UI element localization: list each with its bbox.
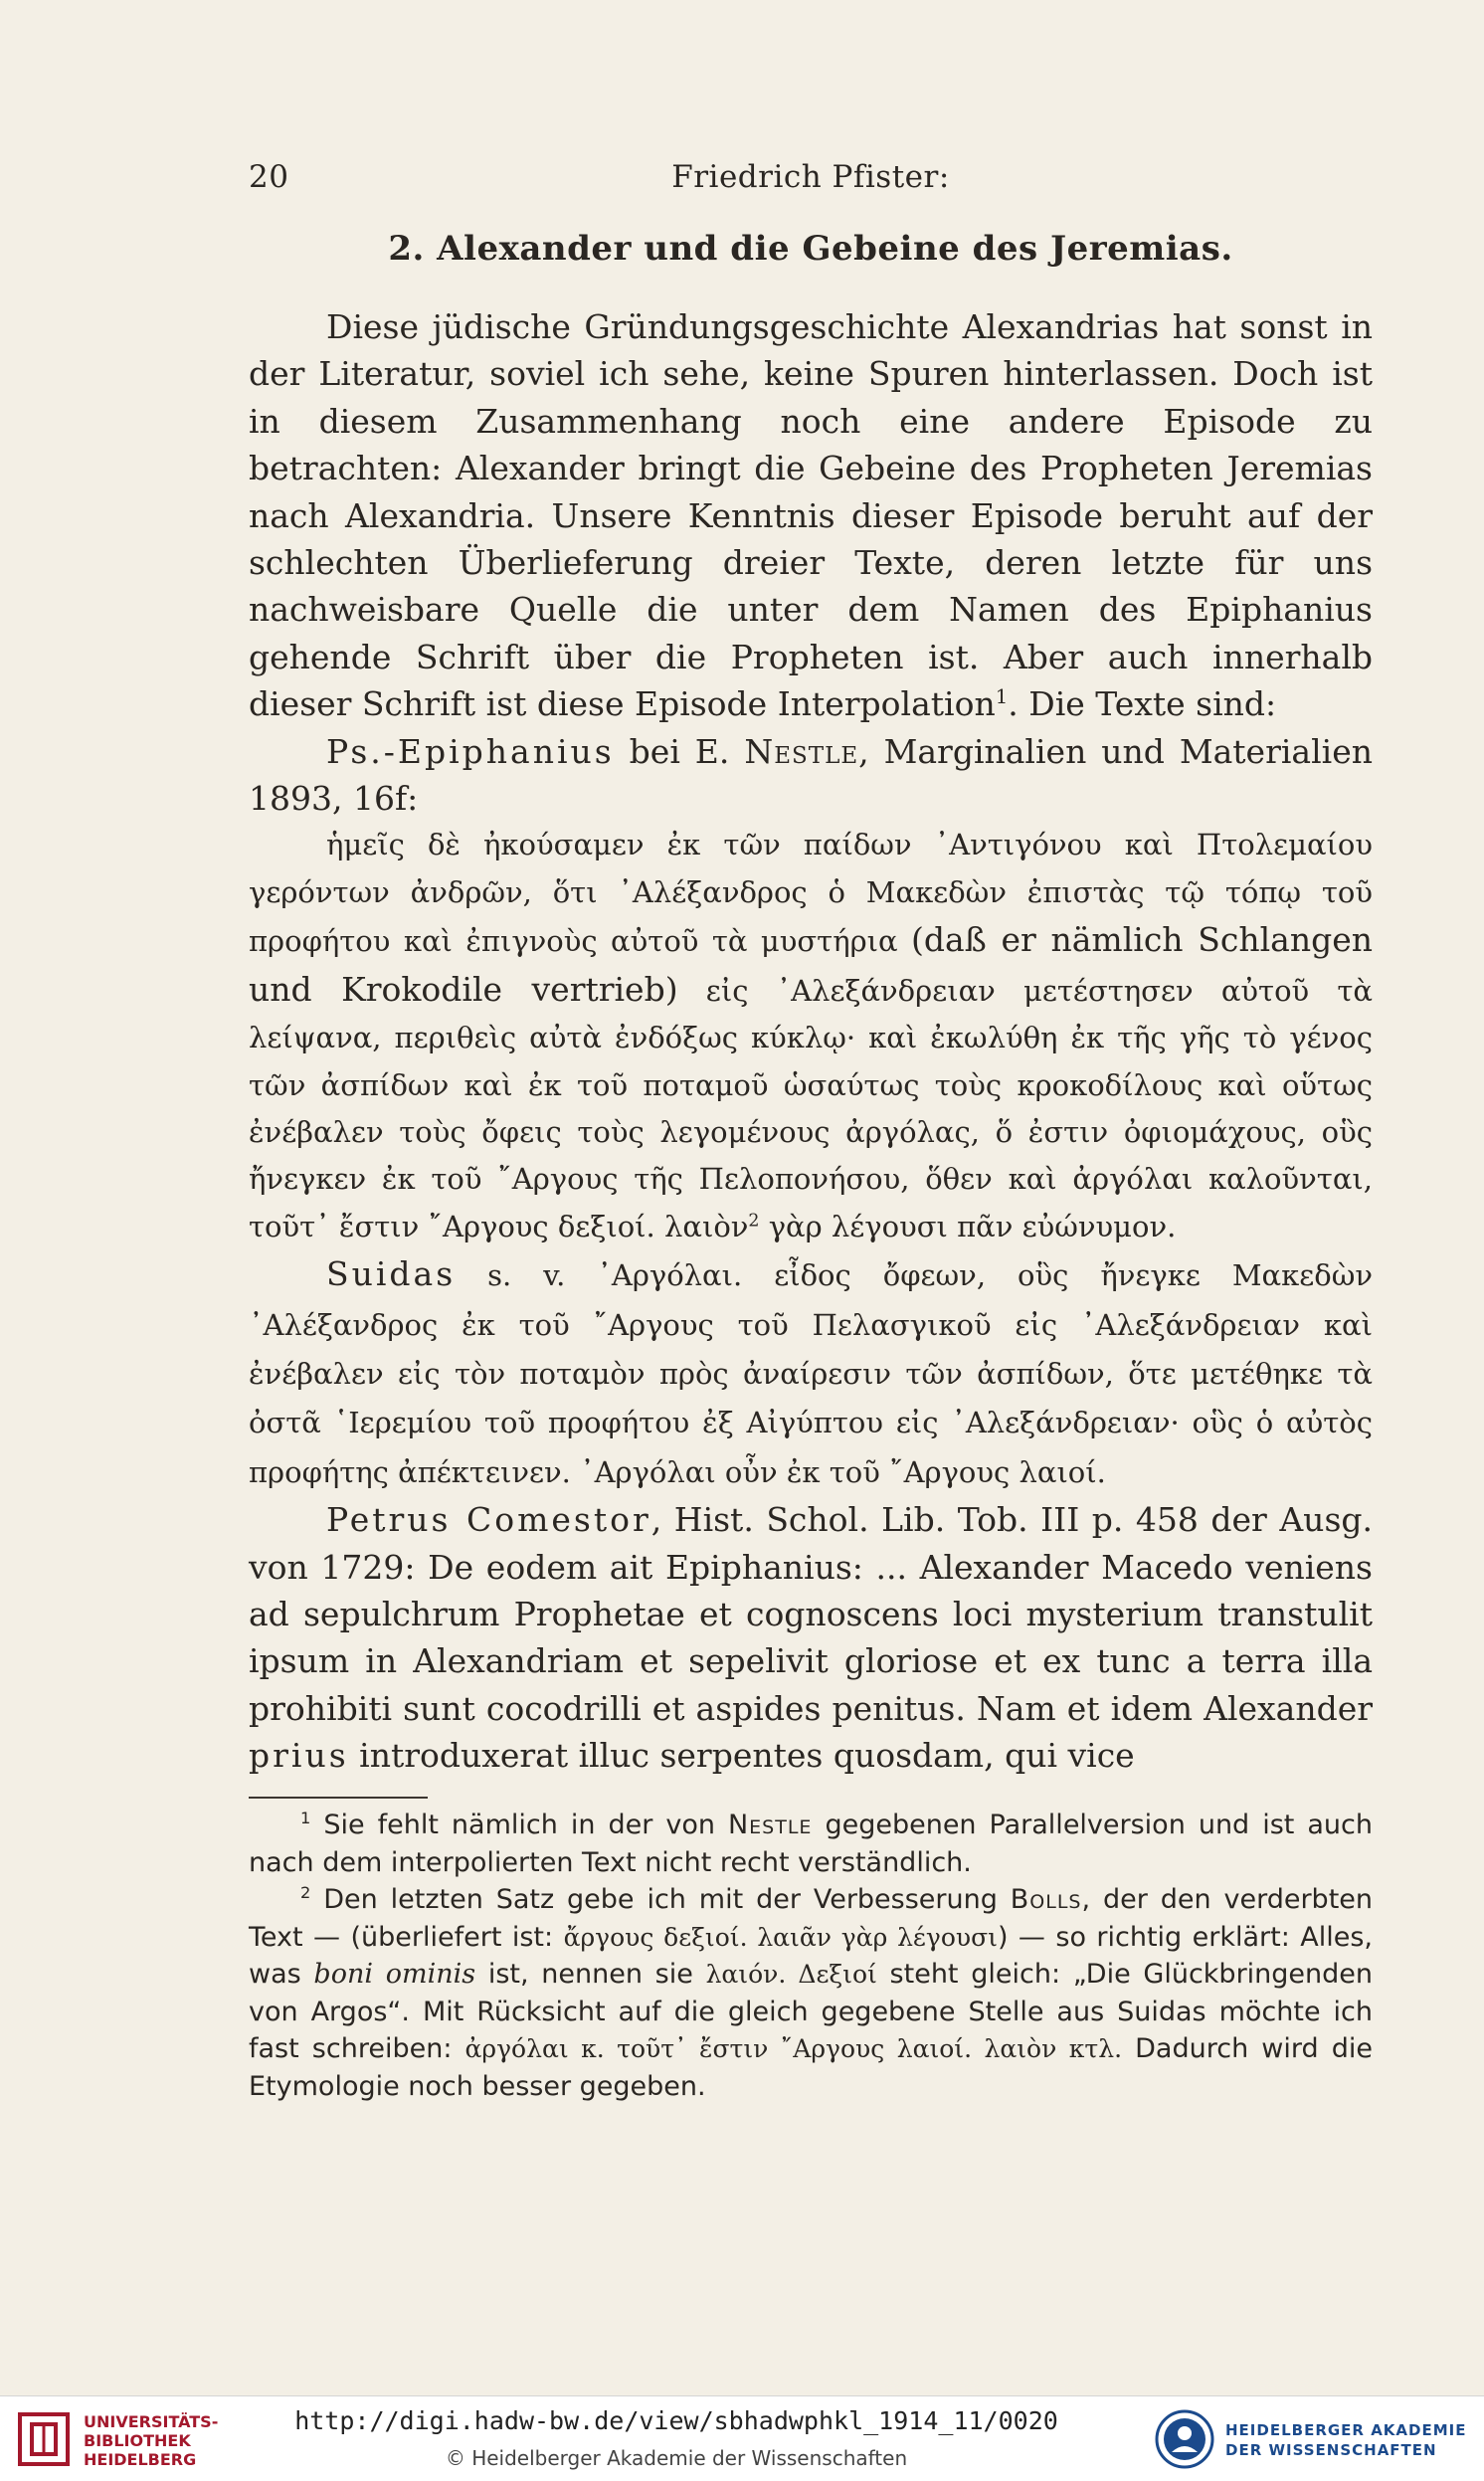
footnote-2: $^2$ Den letzten Satz gebe ich mit der Verbesserung Bolls, der den verderbten Text — (überliefert ist: ἄργους δεξιοί. λαιᾶν γὰρ λέγουσι) — so richtig erklärt: Alles, was boni ominis ist, nennen sie λαιόν. Δεξιοί steht gleich: „Die Glückbringenden von Argos“. Mit Rücksicht auf die gleich gegebene Stelle aus Suidas möchte ich fast schreiben: ἀργόλαι κ. τοῦτ᾿ ἔστιν ῎Αργους λαιοί. λαιὸν κτλ. Dadurch wird die Etymologie noch besser gegeben. [249,1883,1374,2102]
paragraph-source-comestor: Petrus Comestor, Hist. Schol. Lib. Tob. III p. 458 der Ausg. von 1729: De eodem ait Epiphanius: ... Alexander Macedo veniens ad sepulchrum Prophetae et cognoscens loci mysterium transtulit ipsum in Alexandriam et sepelivit gloriose et ex tunc a terra illa prohibiti sunt cocodrilli et aspides penitus. Nam et idem Alexander prius introduxerat illuc serpentes quosdam, qui vice [249,1500,1373,1776]
university-library-name: UNIVERSITÄTS- BIBLIOTHEK HEIDELBERG [84,2412,219,2469]
footnotes [249,1807,1373,2105]
paragraph-intro: Diese jüdische Gründungsgeschichte Alexandrias hat sonst in der Literatur, soviel ich sehe, keine Spuren hinterlassen. Doch ist in diesem Zusammenhang noch eine andere Episode zu betrachten: Alexander bringt die Gebeine des Propheten Jeremias nach Alexandria. Unsere Kenntnis dieser Episode beruht auf der schlechten Überlieferung dreier Texte, deren letzte für uns nachweisbare Quelle die unter dem Namen des Epiphanius gehende Schrift über die Propheten ist. Aber auch innerhalb dieser Schrift ist diese Episode Interpolation$^1$. Die Texte sind: [249,307,1373,724]
copyright-notice: © Heidelberger Akademie der Wissenschaften [445,2446,908,2470]
page-number: 20 [249,159,289,195]
paragraph-greek-quote: ἡμεῖς δὲ ἠκούσαμεν ἐκ τῶν παίδων ᾿Αντιγόνου καὶ Πτολεμαίου γερόντων ἀνδρῶν, ὅτι ᾿Αλέξανδρος ὁ Μακεδὼν ἐπιστὰς τῷ τόπῳ τοῦ προφήτου καὶ ἐπιγνοὺς αὐτοῦ τὰ μυστήρια (daß er nämlich Schlangen und Krokodile vertrieb) εἰς ᾿Αλεξάνδρειαν μετέστησεν αὐτοῦ τὰ λείψανα, περιθεὶς αὐτὰ ἐνδόξως κύκλῳ· καὶ ἐκωλύθη ἐκ τῆς γῆς τὸ γένος τῶν ἀσπίδων καὶ ἐκ τοῦ ποταμοῦ ὡσαύτως τοὺς κροκοδίλους καὶ οὕτως ἐνέβαλεν τοὺς ὄφεις τοὺς λεγομένους ἀργόλας, ὅ ἐστιν ὀφιομάχους, οὓς ἤνεγκεν ἐκ τοῦ ῎Αργους τῆς Πελοπονήσου, ὅθεν καὶ ἀργόλαι καλοῦνται, τοῦτ᾿ ἔστιν ῎Αργους δεξιοί. λαιὸν$^2$ γὰρ λέγουσι πᾶν εὐώνυμον. [249,828,1373,1243]
academy-name: HEIDELBERGER AKADEMIE DER WISSENSCHAFTEN [1225,2421,1467,2459]
university-library-logo-icon [16,2410,72,2468]
permalink-url[interactable]: http://digi.hadw-bw.de/view/sbhadwphkl_1914_11/0020 [294,2406,1058,2435]
section-title: 2. Alexander und die Gebeine des Jeremias. [388,229,1233,269]
footnote-ref-1: 1 [995,685,1009,709]
paragraph-source-epiphanius: Ps.-Epiphanius bei E. Nestle, Marginalien und Materialien 1893, 16f: [249,731,1373,819]
footnote-1: $^1$ Sie fehlt nämlich in der von Nestle gegebenen Parallelversion und ist auch nach dem interpolierten Text nicht recht verständlich. [249,1809,1373,1878]
body-text [249,303,1373,1780]
running-header [249,159,1373,207]
footnote-ref-2: 2 [748,1211,760,1232]
paragraph-source-suidas: Suidas s. v. ᾿Αργόλαι. εἶδος ὄφεων, οὓς ἤνεγκε Μακεδὼν ᾿Αλέξανδρος ἐκ τοῦ ῎Αργους τοῦ Πελασγικοῦ εἰς ᾿Αλεξάνδρειαν καὶ ἐνέβαλεν εἰς τὸν ποταμὸν πρὸς ἀναίρεσιν τῶν ἀσπίδων, ὅτε μετέθηκε τὰ ὀστᾶ ῾Ιερεμίου τοῦ προφήτου ἐξ Αἰγύπτου εἰς ᾿Αλεξάνδρειαν· οὓς ὁ αὐτὸς προφήτης ἀπέκτεινεν. ᾿Αργόλαι οὖν ἐκ τοῦ ῎Αργους λαιοί. [249,1254,1373,1489]
running-title: Friedrich Pfister: [671,159,950,195]
academy-seal-icon [1154,2408,1215,2470]
viewer-footer [0,2395,1484,2481]
footnote-divider [249,1797,428,1799]
